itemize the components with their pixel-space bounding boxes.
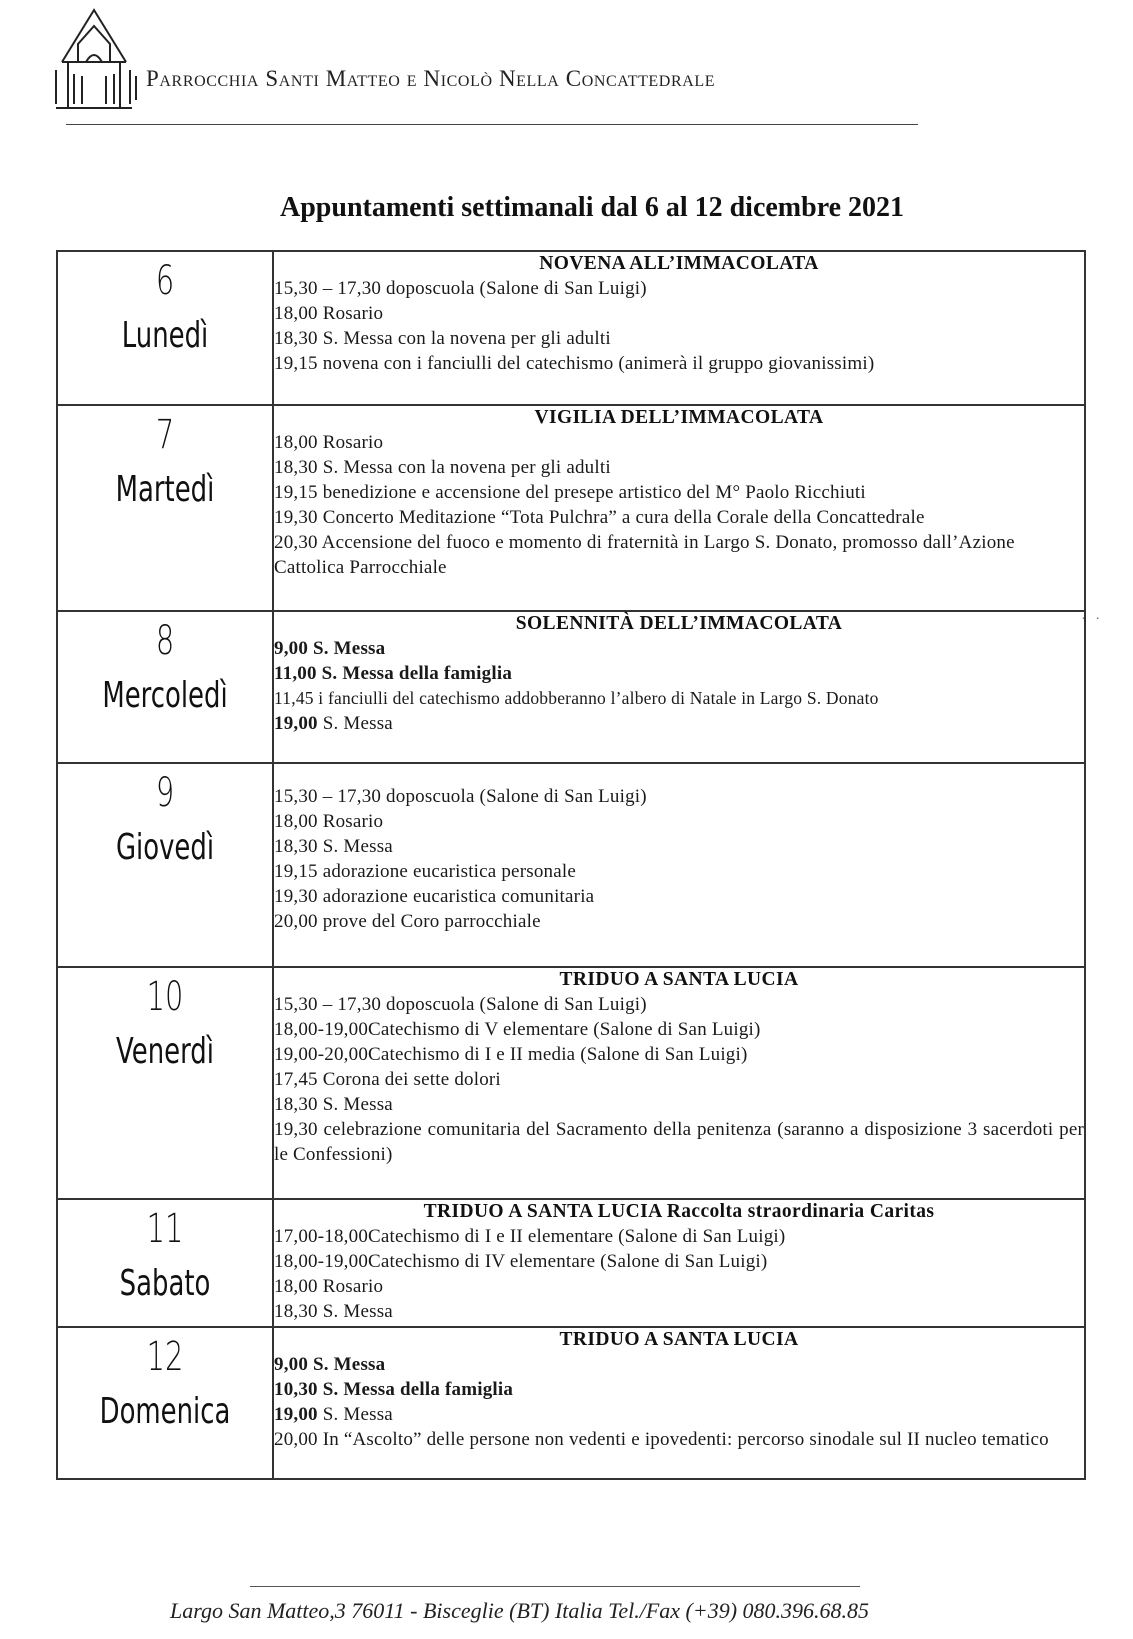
event-time: 19,00	[274, 713, 318, 734]
event-description: Rosario	[317, 432, 384, 453]
day-row	[57, 611, 1085, 763]
event-item	[274, 276, 1084, 301]
event-description: Concerto Meditazione “Tota Pulchra” a cura della Corale della Concattedrale	[317, 507, 925, 528]
event-description: S. Messa	[317, 836, 393, 857]
event-time: 19,15	[274, 861, 318, 882]
event-description: S. Messa	[317, 1094, 393, 1115]
day-cell	[57, 405, 273, 611]
event-item	[274, 530, 1084, 580]
event-time: 19,30	[274, 886, 318, 907]
event-item	[274, 1067, 1084, 1092]
event-time: 20,00	[274, 1429, 318, 1450]
event-time: 20,30	[274, 532, 318, 553]
event-time: 19,00	[274, 1404, 318, 1425]
event-time: 18,30	[274, 836, 318, 857]
events-cell	[273, 967, 1085, 1199]
events-cell	[273, 1327, 1085, 1479]
event-time: 18,00-19,00	[274, 1251, 369, 1272]
event-time: 18,00	[274, 432, 318, 453]
event-description: S. Messa	[308, 1354, 386, 1375]
event-item	[274, 1249, 1084, 1274]
event-time: 19,15	[274, 482, 318, 503]
event-time: 18,30	[274, 457, 318, 478]
header-divider	[66, 124, 918, 125]
events-cell	[273, 1199, 1085, 1327]
event-description: Catechismo di V elementare (Salone di San Luigi)	[368, 1019, 761, 1040]
event-time: 19,30	[274, 507, 318, 528]
event-description: benedizione e accensione del presepe artistico del M° Paolo Ricchiuti	[317, 482, 866, 503]
event-description: i fanciulli del catechismo addobberanno l’albero di Natale in Largo S. Donato	[313, 688, 879, 708]
event-time: 17,45	[274, 1069, 318, 1090]
day-celebration-title: TRIDUO A SANTA LUCIA	[559, 1329, 799, 1350]
event-time: 15,30 – 17,30	[274, 994, 382, 1015]
day-number: 11	[146, 1206, 184, 1252]
event-description: doposcuola (Salone di San Luigi)	[381, 278, 647, 299]
event-item	[274, 455, 1084, 480]
day-celebration-title: NOVENA ALL’IMMACOLATA	[539, 253, 819, 274]
event-item	[274, 1274, 1084, 1299]
church-logo-icon	[52, 4, 142, 112]
event-item	[274, 1402, 1084, 1427]
event-time: 17,00-18,00	[274, 1226, 369, 1247]
event-item	[274, 1352, 1084, 1377]
event-description: Rosario	[317, 303, 384, 324]
event-item	[274, 351, 1084, 376]
event-item	[274, 430, 1084, 455]
event-item	[274, 661, 1084, 686]
day-row	[57, 1327, 1085, 1479]
event-description: novena con i fanciulli del catechismo (animerà il gruppo giovanissimi)	[317, 353, 875, 374]
event-item	[274, 711, 1084, 736]
event-item	[274, 1117, 1084, 1167]
event-time: 15,30 – 17,30	[274, 278, 382, 299]
footer-address: Largo San Matteo,3 76011 - Bisceglie (BT) Italia Tel./Fax (+39) 080.396.68.85	[170, 1598, 870, 1623]
day-row	[57, 763, 1085, 967]
events-cell	[273, 763, 1085, 967]
event-time: 18,00-19,00	[274, 1019, 369, 1040]
event-item	[274, 301, 1084, 326]
day-cell	[57, 251, 273, 405]
day-number: 8	[155, 618, 175, 664]
day-celebration-title: TRIDUO A SANTA LUCIA	[559, 969, 799, 990]
day-row	[57, 405, 1085, 611]
day-celebration-title: TRIDUO A SANTA LUCIA Raccolta straordinaria Caritas	[423, 1201, 935, 1222]
event-description: S. Messa con la novena per gli adulti	[317, 328, 611, 349]
event-item	[274, 884, 1084, 909]
day-row	[57, 251, 1085, 405]
event-item	[274, 809, 1084, 834]
margin-dots: · ·	[1081, 612, 1103, 627]
event-description: adorazione eucaristica comunitaria	[317, 886, 595, 907]
event-time: 18,00	[274, 811, 318, 832]
event-item	[274, 505, 1084, 530]
event-time: 18,30	[274, 1301, 318, 1322]
events-cell	[273, 405, 1085, 611]
event-description: Accensione del fuoco e momento di fraternità in Largo S. Donato, promosso dall’Azione Cattolica Parrocchiale	[274, 532, 1015, 578]
day-cell	[57, 967, 273, 1199]
page-title: Appuntamenti settimanali dal 6 al 12 dicembre 2021	[280, 192, 905, 223]
event-description: Rosario	[317, 1276, 384, 1297]
footer-divider	[250, 1586, 860, 1587]
day-cell	[57, 1327, 273, 1479]
day-number: 7	[155, 412, 175, 458]
day-number: 10	[146, 974, 184, 1020]
event-item	[274, 1224, 1084, 1249]
day-number: 6	[155, 258, 175, 304]
event-time: 9,00	[274, 1354, 309, 1375]
day-name: Martedì	[115, 469, 215, 510]
event-item	[274, 1042, 1084, 1067]
day-name: Mercoledì	[102, 675, 228, 716]
day-cell	[57, 611, 273, 763]
letterhead	[46, 0, 926, 130]
event-description: In “Ascolto” delle persone non vedenti e ipovedenti: percorso sinodale sul II nucleo tematico	[317, 1429, 1049, 1450]
event-time: 20,00	[274, 911, 318, 932]
event-item	[274, 784, 1084, 809]
event-time: 18,30	[274, 328, 318, 349]
event-item	[274, 1299, 1084, 1324]
event-description: Catechismo di IV elementare (Salone di San Luigi)	[368, 1251, 768, 1272]
day-name: Sabato	[119, 1263, 211, 1304]
event-time: 11,00	[274, 663, 317, 684]
day-number: 9	[155, 770, 175, 816]
event-item	[274, 859, 1084, 884]
event-description: S. Messa	[317, 1404, 393, 1425]
events-cell	[273, 611, 1085, 763]
schedule-body	[57, 251, 1085, 1479]
event-item	[274, 992, 1084, 1017]
day-row	[57, 1199, 1085, 1327]
event-item	[274, 686, 1084, 711]
event-description: doposcuola (Salone di San Luigi)	[381, 786, 647, 807]
event-item	[274, 1427, 1084, 1452]
event-item	[274, 636, 1084, 661]
parish-name: Parrocchia Santi Matteo e Nicolò Nella Concattedrale	[146, 66, 716, 91]
day-cell	[57, 1199, 273, 1327]
event-item	[274, 834, 1084, 859]
event-description: S. Messa della famiglia	[316, 663, 513, 684]
event-description: Catechismo di I e II elementare (Salone di San Luigi)	[368, 1226, 786, 1247]
day-name: Venerdì	[116, 1031, 214, 1072]
event-time: 9,00	[274, 638, 309, 659]
day-celebration-title: VIGILIA DELL’IMMACOLATA	[534, 407, 824, 428]
events-cell	[273, 251, 1085, 405]
event-time: 18,00	[274, 1276, 318, 1297]
day-celebration-title: SOLENNITÀ DELL’IMMACOLATA	[515, 613, 843, 634]
day-celebration-title	[274, 764, 1084, 784]
event-description: S. Messa con la novena per gli adulti	[317, 457, 611, 478]
event-time: 19,30	[274, 1119, 318, 1140]
day-name: Giovedì	[115, 827, 215, 868]
day-number: 12	[146, 1334, 184, 1380]
event-description: S. Messa	[308, 638, 386, 659]
day-name: Domenica	[99, 1391, 231, 1432]
event-description: celebrazione comunitaria del Sacramento della penitenza (saranno a disposizione 3 sacerdoti per le Confessioni)	[274, 1119, 1084, 1165]
day-cell	[57, 763, 273, 967]
event-time: 11,45	[274, 688, 314, 708]
event-item	[274, 326, 1084, 351]
event-item	[274, 480, 1084, 505]
event-description: Catechismo di I e II media (Salone di San Luigi)	[368, 1044, 748, 1065]
event-item	[274, 909, 1084, 934]
day-name: Lunedì	[121, 315, 209, 356]
event-description: S. Messa	[317, 713, 393, 734]
event-time: 10,30	[274, 1379, 318, 1400]
day-row	[57, 967, 1085, 1199]
weekly-schedule-table	[56, 250, 1086, 1480]
event-item	[274, 1377, 1084, 1402]
event-description: S. Messa della famiglia	[317, 1379, 514, 1400]
event-time: 15,30 – 17,30	[274, 786, 382, 807]
event-description: S. Messa	[317, 1301, 393, 1322]
event-time: 18,00	[274, 303, 318, 324]
event-description: doposcuola (Salone di San Luigi)	[381, 994, 647, 1015]
event-description: prove del Coro parrocchiale	[317, 911, 541, 932]
event-description: Corona dei sette dolori	[317, 1069, 501, 1090]
event-time: 19,15	[274, 353, 318, 374]
event-description: adorazione eucaristica personale	[317, 861, 576, 882]
event-item	[274, 1017, 1084, 1042]
event-description: Rosario	[317, 811, 384, 832]
event-item	[274, 1092, 1084, 1117]
event-time: 18,30	[274, 1094, 318, 1115]
event-time: 19,00-20,00	[274, 1044, 369, 1065]
